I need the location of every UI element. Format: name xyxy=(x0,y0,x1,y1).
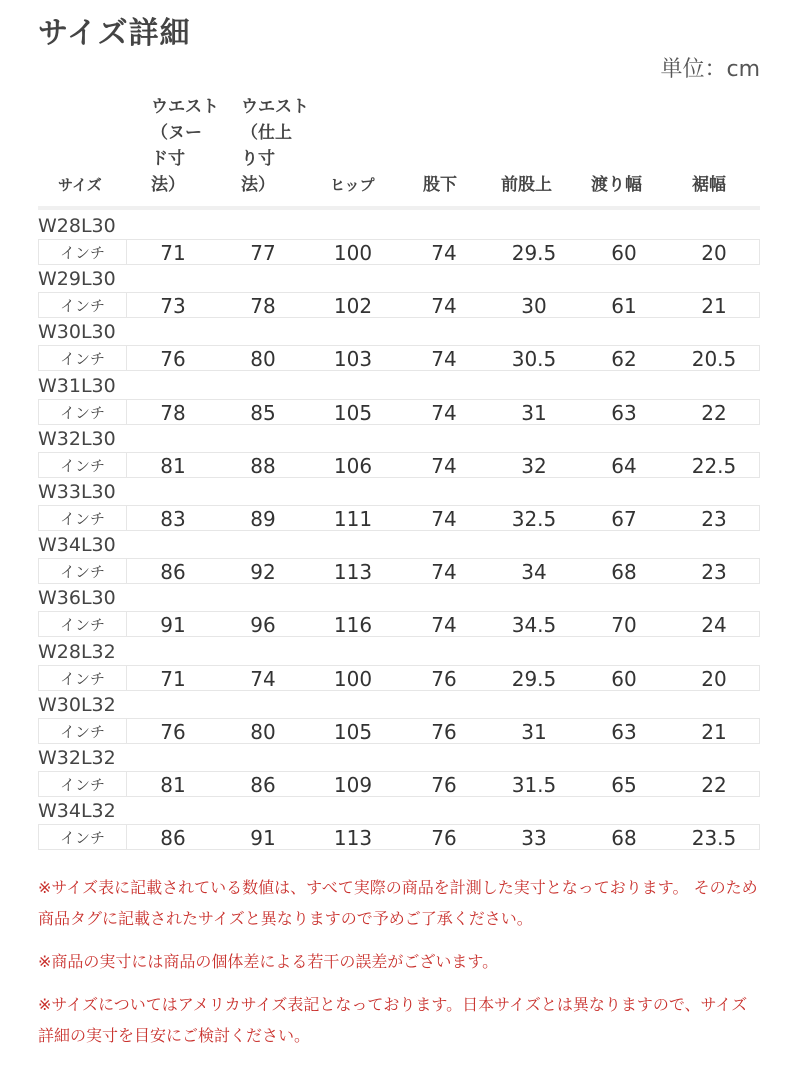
value-cell: 78 xyxy=(250,294,276,319)
size-table-header xyxy=(38,92,760,210)
value-cell: 60 xyxy=(611,666,637,691)
size-label: W30L30 xyxy=(38,321,116,344)
value-cell: 76 xyxy=(431,772,457,797)
inch-label: インチ xyxy=(38,399,126,425)
value-cell: 21 xyxy=(701,719,727,744)
value-cell: 30 xyxy=(521,294,547,319)
value-cell: 67 xyxy=(611,506,637,531)
value-cells xyxy=(126,452,760,478)
value-cell: 80 xyxy=(250,347,276,372)
value-cell: 91 xyxy=(250,826,276,851)
value-cell: 68 xyxy=(611,560,637,585)
table-row xyxy=(38,319,760,372)
value-cell: 91 xyxy=(160,613,186,638)
value-cell: 83 xyxy=(160,506,186,531)
table-row xyxy=(38,745,760,798)
value-cell: 71 xyxy=(160,241,186,265)
value-cell: 78 xyxy=(160,400,186,425)
value-cells xyxy=(126,824,760,850)
inch-label: インチ xyxy=(38,611,126,637)
value-cell: 61 xyxy=(611,294,637,319)
value-cell: 34 xyxy=(521,560,547,585)
value-cell: 74 xyxy=(431,400,457,425)
value-cell: 31.5 xyxy=(511,772,557,797)
size-label: W32L32 xyxy=(38,746,116,769)
value-cells xyxy=(126,239,760,265)
header-size: サイズ xyxy=(58,176,102,194)
value-cell: 22 xyxy=(701,400,727,425)
size-label: W34L30 xyxy=(38,534,116,557)
value-cell: 102 xyxy=(333,294,373,319)
note-1: ※サイズ表に記載されている数値は、すべて実際の商品を計測した実寸となっております。 そのため商品タグに記載されたサイズと異なりますので予めご了承ください。 xyxy=(38,878,758,928)
value-cell: 76 xyxy=(160,719,186,744)
value-cell: 111 xyxy=(333,506,373,531)
value-cell: 86 xyxy=(250,772,276,797)
value-cell: 34.5 xyxy=(511,613,557,638)
inch-label: インチ xyxy=(38,665,126,691)
value-cell: 22 xyxy=(701,772,727,797)
size-label: W31L30 xyxy=(38,374,116,397)
page-title: サイズ詳細 xyxy=(38,16,191,51)
value-cells xyxy=(126,771,760,797)
header-hip: ヒップ xyxy=(330,176,375,194)
value-cell: 70 xyxy=(611,613,637,638)
value-cell: 76 xyxy=(431,719,457,744)
value-cells xyxy=(126,292,760,318)
value-cell: 33 xyxy=(521,826,547,851)
value-cell: 23.5 xyxy=(691,826,737,851)
value-cell: 113 xyxy=(333,826,373,851)
value-cell: 74 xyxy=(250,666,276,691)
value-cell: 109 xyxy=(333,772,373,797)
value-cell: 116 xyxy=(333,613,373,638)
value-cell: 81 xyxy=(160,453,186,478)
inch-label: インチ xyxy=(38,239,126,265)
table-row xyxy=(38,479,760,532)
inch-label: インチ xyxy=(38,292,126,318)
value-cell: 21 xyxy=(701,294,727,319)
value-cells xyxy=(126,399,760,425)
table-row xyxy=(38,692,760,745)
value-cells xyxy=(126,558,760,584)
inch-label: インチ xyxy=(38,505,126,531)
size-label: W28L30 xyxy=(38,215,116,237)
value-cell: 31 xyxy=(521,400,547,425)
value-cell: 71 xyxy=(160,666,186,691)
value-cells xyxy=(126,665,760,691)
note-3: ※サイズについてはアメリカサイズ表記となっております。日本サイズとは異なりますので、サイズ詳細の実寸を目安にご検討ください。 xyxy=(38,995,748,1045)
value-cell: 113 xyxy=(333,560,373,585)
value-cell: 74 xyxy=(431,294,457,319)
header-waist-nude: ウエスト （ヌー ド寸 法） xyxy=(151,97,219,195)
table-row xyxy=(38,639,760,692)
value-cell: 103 xyxy=(333,347,373,372)
table-row xyxy=(38,426,760,479)
value-cell: 76 xyxy=(431,666,457,691)
value-cell: 76 xyxy=(160,347,186,372)
value-cells xyxy=(126,718,760,744)
value-cell: 105 xyxy=(333,400,373,425)
table-row xyxy=(38,798,760,851)
value-cell: 100 xyxy=(333,241,373,265)
value-cell: 74 xyxy=(431,453,457,478)
table-row xyxy=(38,373,760,426)
header-hem: 裾幅 xyxy=(692,175,726,195)
value-cell: 29.5 xyxy=(511,666,557,691)
value-cell: 74 xyxy=(431,241,457,265)
size-table-body xyxy=(38,213,760,851)
value-cell: 30.5 xyxy=(511,347,557,372)
value-cell: 81 xyxy=(160,772,186,797)
value-cell: 20 xyxy=(701,666,727,691)
value-cell: 74 xyxy=(431,347,457,372)
notes xyxy=(38,872,760,1063)
value-cell: 76 xyxy=(431,826,457,851)
value-cell: 100 xyxy=(333,666,373,691)
header-waist-finish: ウエスト （仕上 り寸 法） xyxy=(241,97,309,195)
value-cell: 73 xyxy=(160,294,186,319)
inch-label: インチ xyxy=(38,558,126,584)
value-cell: 22.5 xyxy=(691,453,737,478)
value-cell: 23 xyxy=(701,506,727,531)
value-cells xyxy=(126,345,760,371)
value-cell: 20.5 xyxy=(691,347,737,372)
value-cell: 60 xyxy=(611,241,637,265)
value-cell: 32.5 xyxy=(511,506,557,531)
value-cell: 24 xyxy=(701,613,727,638)
value-cells xyxy=(126,611,760,637)
size-label: W34L32 xyxy=(38,800,116,823)
inch-label: インチ xyxy=(38,771,126,797)
value-cell: 63 xyxy=(611,719,637,744)
table-row xyxy=(38,532,760,585)
inch-label: インチ xyxy=(38,345,126,371)
value-cell: 68 xyxy=(611,826,637,851)
size-label: W28L32 xyxy=(38,640,116,663)
value-cell: 20 xyxy=(701,241,727,265)
value-cell: 86 xyxy=(160,560,186,585)
inch-label: インチ xyxy=(38,718,126,744)
size-label: W32L30 xyxy=(38,427,116,450)
value-cell: 65 xyxy=(611,772,637,797)
value-cell: 89 xyxy=(250,506,276,531)
size-label: W36L30 xyxy=(38,587,116,610)
table-row xyxy=(38,266,760,319)
value-cell: 74 xyxy=(431,613,457,638)
value-cell: 106 xyxy=(333,453,373,478)
value-cell: 64 xyxy=(611,453,637,478)
value-cell: 105 xyxy=(333,719,373,744)
value-cell: 80 xyxy=(250,719,276,744)
header-inseam: 股下 xyxy=(423,175,457,195)
header-front-rise: 前股上 xyxy=(501,175,552,195)
value-cell: 29.5 xyxy=(511,241,557,265)
table-row xyxy=(38,585,760,638)
unit-label: 単位：cm xyxy=(660,57,760,82)
value-cell: 74 xyxy=(431,560,457,585)
value-cell: 32 xyxy=(521,453,547,478)
value-cell: 88 xyxy=(250,453,276,478)
value-cell: 92 xyxy=(250,560,276,585)
size-label: W33L30 xyxy=(38,480,116,503)
header-thigh: 渡り幅 xyxy=(591,175,642,195)
table-row xyxy=(38,213,760,266)
value-cell: 77 xyxy=(250,241,276,265)
value-cells xyxy=(126,505,760,531)
inch-label: インチ xyxy=(38,824,126,850)
value-cell: 96 xyxy=(250,613,276,638)
value-cell: 62 xyxy=(611,347,637,372)
value-cell: 23 xyxy=(701,560,727,585)
value-cell: 74 xyxy=(431,506,457,531)
value-cell: 86 xyxy=(160,826,186,851)
size-label: W29L30 xyxy=(38,268,116,291)
note-2: ※商品の実寸には商品の個体差による若干の誤差がございます。 xyxy=(38,952,499,971)
size-label: W30L32 xyxy=(38,693,116,716)
inch-label: インチ xyxy=(38,452,126,478)
value-cell: 85 xyxy=(250,400,276,425)
value-cell: 63 xyxy=(611,400,637,425)
value-cell: 31 xyxy=(521,719,547,744)
